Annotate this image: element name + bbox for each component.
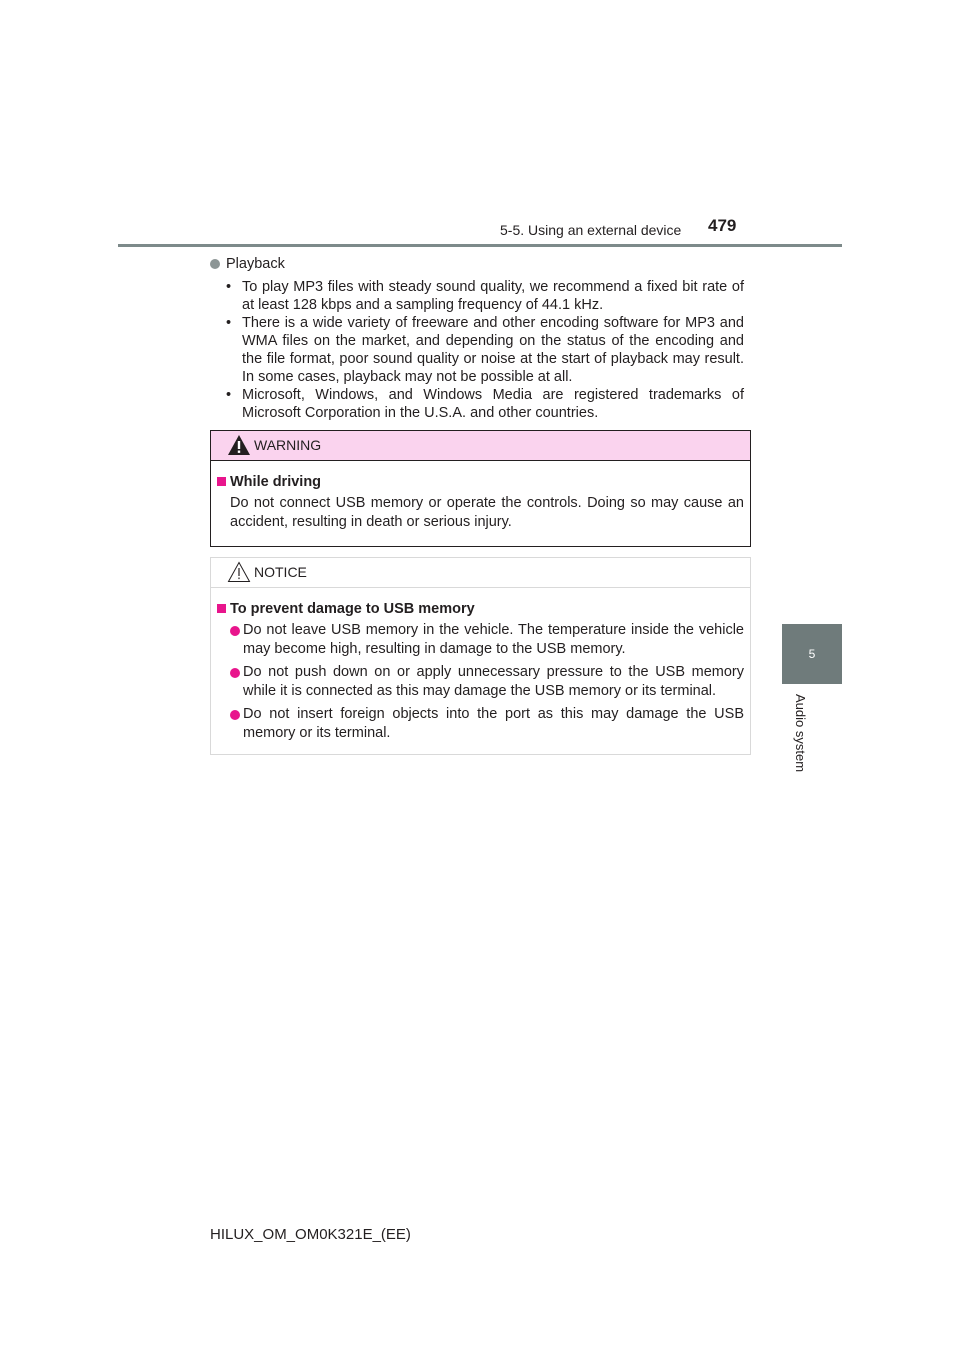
chapter-tab [782, 624, 842, 684]
playback-heading-text: Playback [226, 256, 285, 272]
model-code: HILUX_OM_OM0K321E_(EE) [210, 1226, 411, 1243]
list-item: Do not leave USB memory in the vehicle. The temperature inside the vehicle may become high, resulting in damage to the USB memory. [217, 621, 744, 659]
playback-section [210, 255, 750, 422]
warning-label: WARNING [254, 437, 322, 453]
notice-label: NOTICE [254, 564, 307, 580]
chapter-number: 5 [808, 647, 816, 661]
header-divider [118, 244, 842, 247]
warning-body [211, 461, 750, 532]
notice-triangle-icon [227, 561, 251, 583]
warning-header [211, 431, 750, 461]
bullet-dot-icon [230, 710, 240, 720]
bullet-dot-icon [230, 668, 240, 678]
playback-list [226, 278, 744, 422]
notice-box [210, 557, 751, 755]
notice-title: To prevent damage to USB memory [217, 600, 744, 619]
chapter-label: Audio system [793, 694, 808, 773]
square-bullet-icon [217, 477, 226, 486]
list-item: • To play MP3 files with steady sound quality, we recommend a fixed bit rate of at least 128 kbps and a sampling frequency of 44.1 kHz. [226, 279, 744, 313]
playback-heading [210, 255, 750, 273]
warning-title: While driving [217, 473, 744, 492]
warning-text: Do not connect USB memory or operate the controls. Doing so may cause an accident, resulting in death or serious injury. [230, 495, 744, 530]
warning-box [210, 430, 751, 547]
list-item: • Microsoft, Windows, and Windows Media are registered trademarks of Microsoft Corporation in the U.S.A. and other countries. [226, 387, 744, 421]
list-item: Do not push down on or apply unnecessary pressure to the USB memory while it is connected as this may damage the USB memory or its terminal. [217, 663, 744, 701]
bullet-icon: • [226, 387, 232, 403]
warning-triangle-icon [227, 434, 251, 456]
page-number: 479 [708, 216, 737, 235]
bullet-icon: • [226, 315, 232, 331]
square-bullet-icon [217, 604, 226, 613]
list-item: Do not insert foreign objects into the port as this may damage the USB memory or its terminal. [217, 705, 744, 743]
list-item: • There is a wide variety of freeware and other encoding software for MP3 and WMA files on the market, and depending on the status of the encoding and the file format, poor sound quality or noise at the start of playback may result. In some cases, playback may not be possible at all. [226, 315, 744, 385]
notice-header [211, 558, 750, 588]
bullet-icon: • [226, 279, 232, 295]
section-title: 5-5. Using an external device [500, 222, 682, 238]
bullet-dot-icon [210, 259, 220, 269]
notice-body [211, 588, 750, 743]
bullet-dot-icon [230, 626, 240, 636]
